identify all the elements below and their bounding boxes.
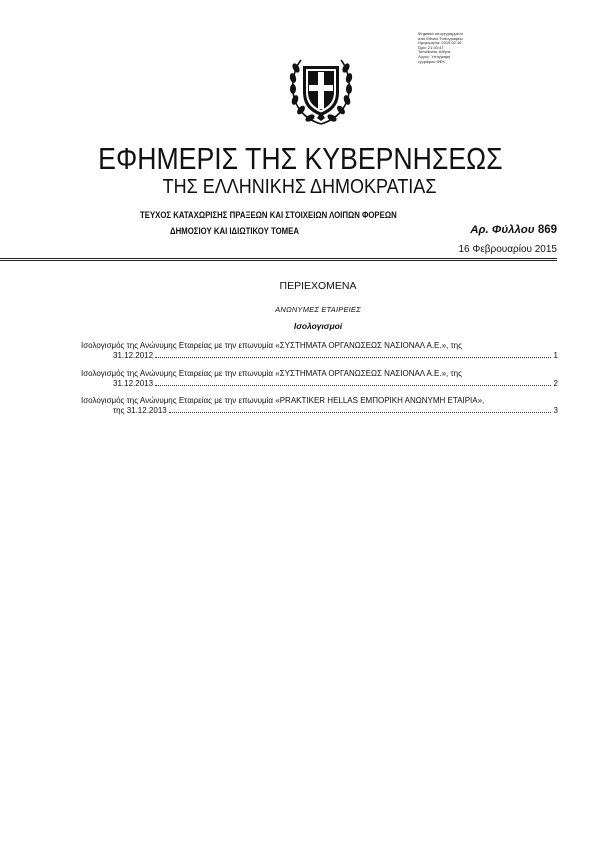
toc-entry-page: 1	[553, 351, 558, 360]
section-heading: ΑΝΩΝΥΜΕΣ ΕΤΑΙΡΕΙΕΣ	[275, 305, 361, 314]
issue-date: 16 Φεβρουαρίου 2015	[458, 244, 557, 255]
gazette-subtitle: ΤΗΣ ΕΛΛΗΝΙΚΗΣ ΔΗΜΟΚΡΑΤΙΑΣ	[162, 176, 437, 198]
header-divider	[0, 260, 557, 261]
issue-type-line-1: ΤΕΥΧΟΣ ΚΑΤΑΧΩΡΙΣΗΣ ΠΡΑΞΕΩΝ ΚΑΙ ΣΤΟΙΧΕΙΩΝ ΛΟΙΠΩΝ ΦΟΡΕΩΝ	[140, 210, 397, 221]
toc-entry-date: 31.12.2012	[113, 351, 154, 360]
toc-entry-page: 2	[553, 379, 558, 388]
stamp-line: Ψηφιακά υπογεγραμμένο	[418, 32, 463, 36]
sheet-number-label: Αρ. Φύλλου	[470, 224, 535, 236]
stamp-line: Ώρα: 21:30:47	[418, 44, 444, 50]
toc-entry[interactable]	[81, 341, 558, 361]
sheet-number	[470, 224, 557, 236]
toc-entry-title: Ισολογισμός της Ανώνυμης Εταιρείας με την επωνυμία «ΣΥΣΤΗΜΑΤΑ ΟΡΓΑΝΩΣΕΩΣ ΝΑΣΙΟΝΑΛ Α.Ε.», της	[81, 369, 462, 378]
toc-entry-date: της 31.12.2013	[113, 406, 167, 415]
toc-entry-title: Ισολογισμός της Ανώνυμης Εταιρείας με την επωνυμία «PRAKTIKER HELLAS ΕΜΠΟΡΙΚΗ ΑΝΩΝΥΜΗ ΕΤΑΙΡΙΑ»,	[81, 396, 485, 405]
toc-entry-date: 31.12.2013	[113, 379, 154, 388]
toc-entry-page: 3	[553, 406, 558, 415]
dot-leader	[169, 412, 551, 413]
gazette-title: ΕΦΗΜΕΡΙΣ ΤΗΣ ΚΥΒΕΡΝΗΣΕΩΣ	[98, 141, 503, 176]
stamp-line: Τοποθεσία: Αθήνα	[418, 49, 451, 55]
greek-coat-of-arms-icon	[287, 52, 355, 128]
toc-entry[interactable]	[81, 369, 558, 389]
stamp-line: Ημερομηνία: 2015.02.16	[418, 40, 462, 46]
dot-leader	[155, 357, 551, 358]
subsection-heading: Ισολογισμοί	[293, 321, 343, 331]
dot-leader	[155, 385, 551, 386]
stamp-line: από Εθνικό Τυπογραφείο	[418, 35, 463, 41]
issue-type-line-2: ΔΗΜΟΣΙΟΥ ΚΑΙ ΙΔΙΩΤΙΚΟΥ ΤΟΜΕΑ	[170, 226, 299, 237]
stamp-line: Λόγος: Υπογραφή	[418, 53, 451, 59]
toc-entry-title: Ισολογισμός της Ανώνυμης Εταιρείας με την επωνυμία «ΣΥΣΤΗΜΑΤΑ ΟΡΓΑΝΩΣΕΩΣ ΝΑΣΙΟΝΑΛ Α.Ε.», της	[81, 341, 462, 350]
toc-entry[interactable]	[81, 396, 558, 416]
digital-signature-stamp	[418, 32, 478, 64]
sheet-number-value: 869	[537, 224, 557, 236]
contents-title: ΠΕΡΙΕΧΟΜΕΝΑ	[279, 280, 357, 292]
stamp-line: εγγράφου ΦΕΚ	[418, 58, 446, 64]
header-divider	[0, 258, 557, 259]
